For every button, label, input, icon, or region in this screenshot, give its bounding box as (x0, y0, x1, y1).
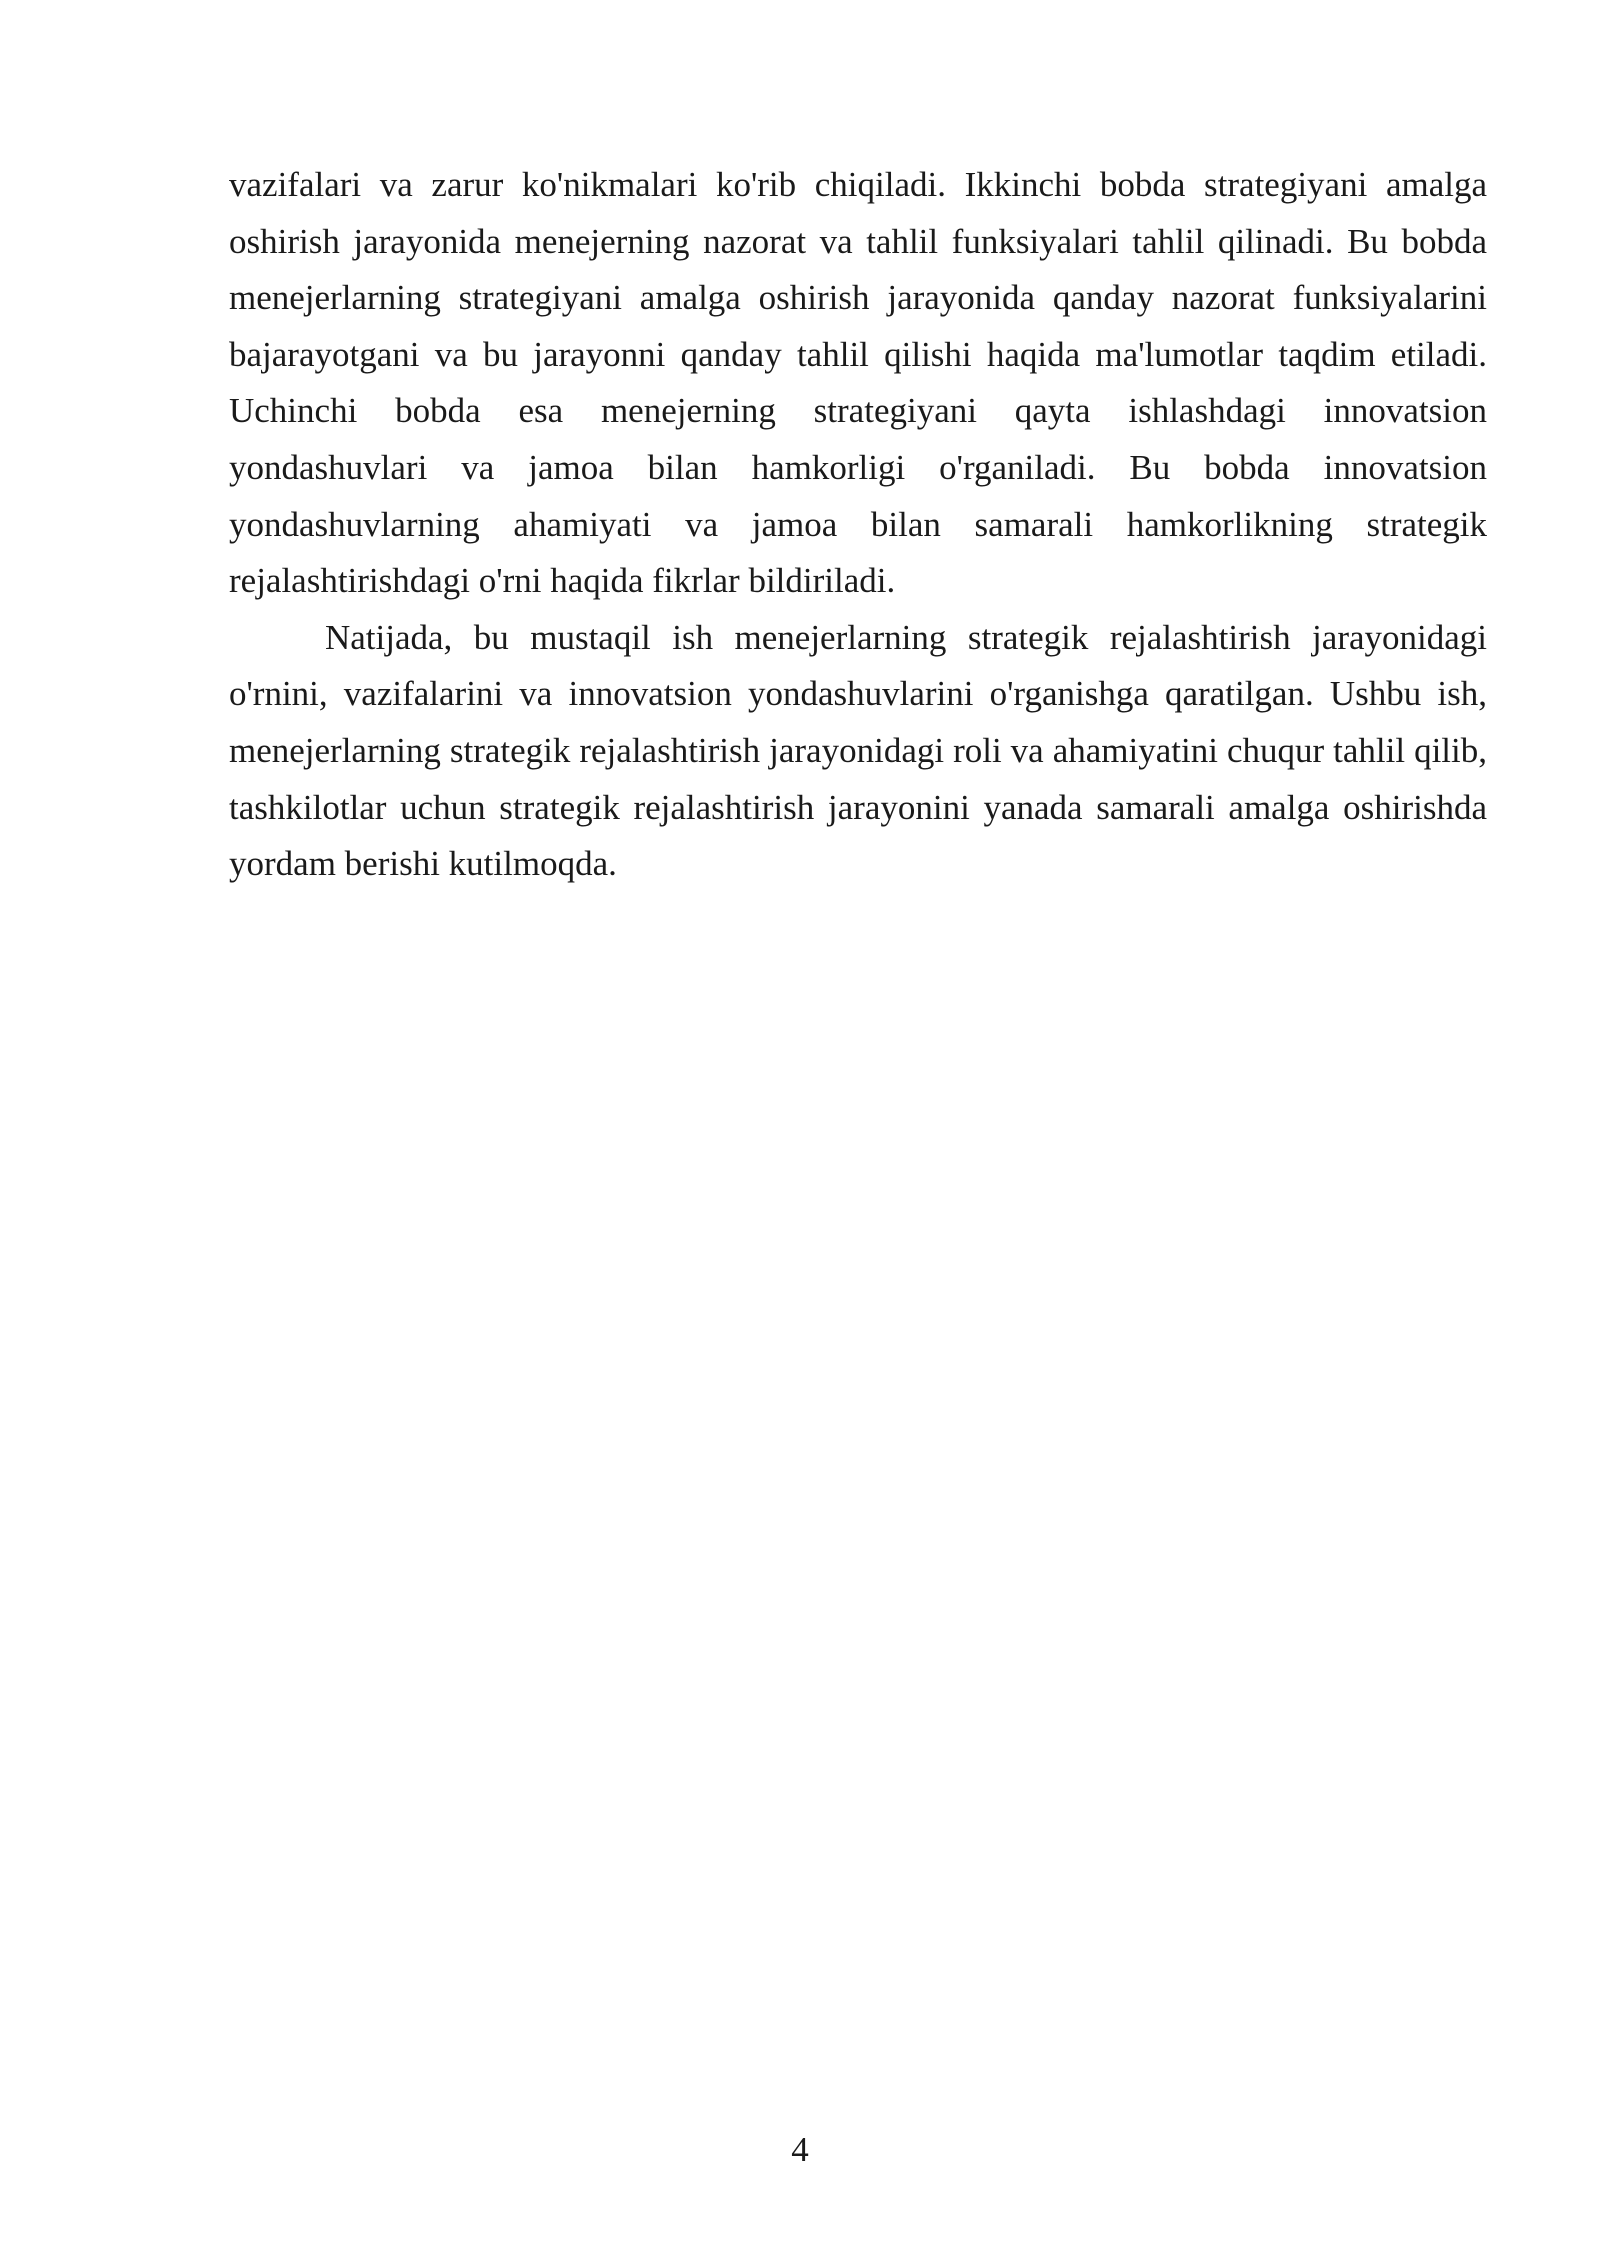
paragraph-continuation: vazifalari va zarur ko'nikmalari ko'rib chiqiladi. Ikkinchi bobda strategiyani amalga oshirish jarayonida menejerning nazorat va tahlil funksiyalari tahlil qilinadi. Bu bobda menejerlarning strategiyani amalga oshirish jarayonida qanday nazorat funksiyalarini bajarayotgani va bu jarayonni qanday tahlil qilishi haqida ma'lumotlar taqdim etiladi. Uchinchi bobda esa menejerning strategiyani qayta ishlashdagi innovatsion yondashuvlari va jamoa bilan hamkorligi o'rganiladi. Bu bobda innovatsion yondashuvlarning ahamiyati va jamoa bilan samarali hamkorlikning strategik rejalashtirishdagi o'rni haqida fikrlar bildiriladi. (229, 165, 1487, 601)
paragraph-conclusion: Natijada, bu mustaqil ish menejerlarning strategik rejalashtirish jarayonidagi o'rnini, vazifalarini va innovatsion yondashuvlarini o'rganishga qaratilgan. Ushbu ish, menejerlarning strategik rejalashtirish jarayonidagi roli va ahamiyatini chuqur tahlil qilib, tashkilotlar uchun strategik rejalashtirish jarayonini yanada samarali amalga oshirishda yordam berishi kutilmoqda. (229, 617, 1487, 884)
body-text (229, 157, 1487, 893)
page-number: 4 (791, 2130, 809, 2169)
